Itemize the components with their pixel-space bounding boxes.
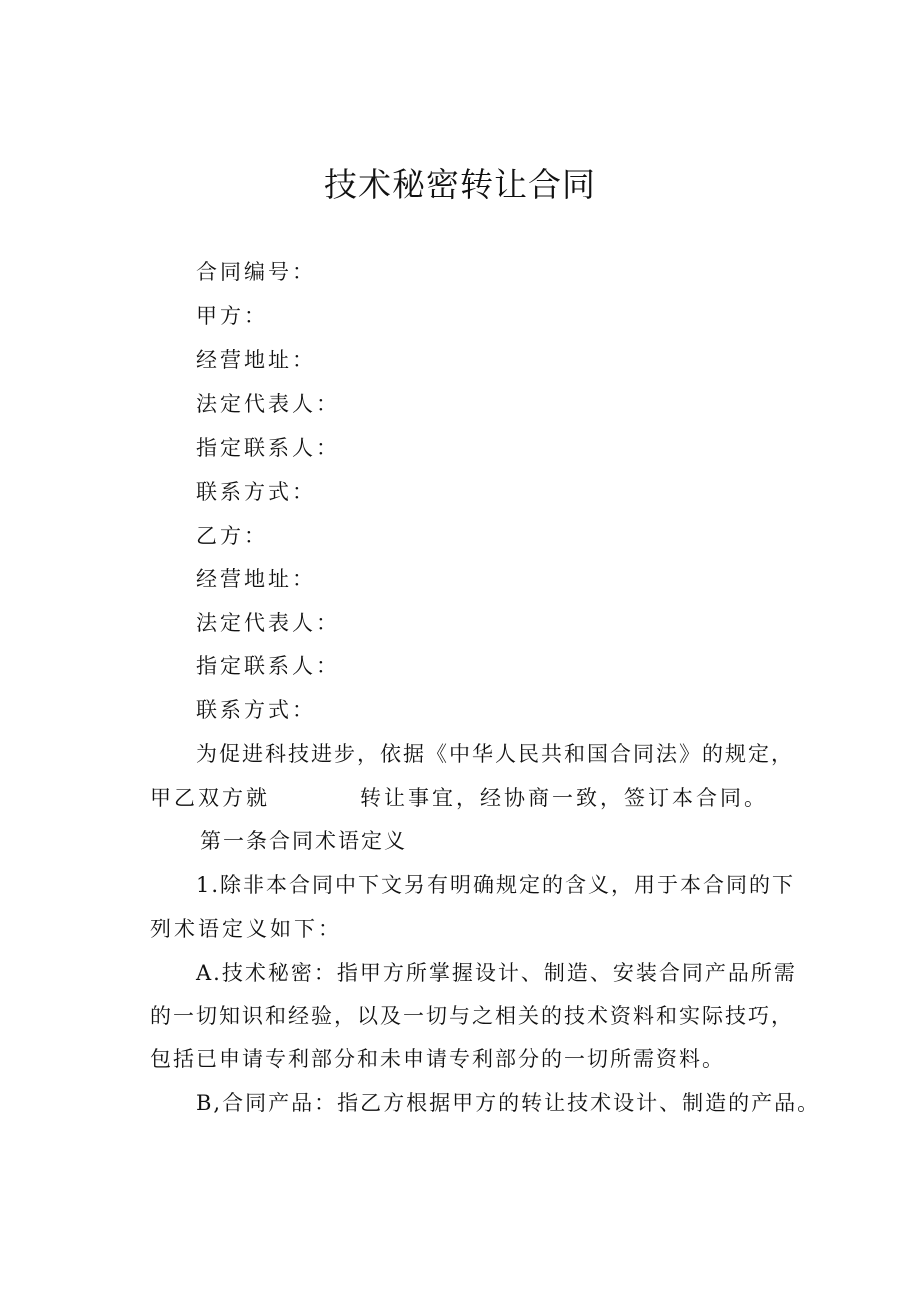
field-party-a-address: 经营地址： bbox=[196, 348, 316, 372]
field-party-b-contact-info: 联系方式： bbox=[196, 698, 316, 722]
field-party-b-contact-person: 指定联系人： bbox=[196, 654, 340, 678]
intro-line-1: 为促进科技进步，依据《中华人民共和国合同法》的规定， bbox=[196, 742, 794, 766]
intro-line-2-start: 甲乙双方就 bbox=[150, 786, 270, 810]
definition-a-line-2: 的一切知识和经验，以及一切与之相关的技术资料和实际技巧， bbox=[150, 1004, 794, 1028]
field-party-b-legal-rep: 法定代表人： bbox=[196, 611, 340, 635]
definition-b-line-1: B,合同产品：指乙方根据甲方的转让技术设计、制造的产品。 bbox=[196, 1091, 821, 1115]
field-party-b: 乙方： bbox=[196, 524, 268, 548]
field-party-a-contact-person: 指定联系人： bbox=[196, 436, 340, 460]
article-1-heading: 第一条合同术语定义 bbox=[200, 829, 407, 853]
clause-1-line-1: 1.除非本合同中下文另有明确规定的含义，用于本合同的下 bbox=[196, 873, 796, 897]
intro-line-2-end: 转让事宜，经协商一致，签订本合同。 bbox=[360, 786, 768, 810]
field-contract-number: 合同编号： bbox=[196, 260, 316, 284]
document-title: 技术秘密转让合同 bbox=[324, 165, 596, 204]
definition-a-line-1: A.技术秘密：指甲方所掌握设计、制造、安装合同产品所需 bbox=[196, 961, 797, 985]
field-party-a-legal-rep: 法定代表人： bbox=[196, 392, 340, 416]
definition-a-line-3: 包括已申请专利部分和未申请专利部分的一切所需资料。 bbox=[150, 1047, 725, 1071]
field-party-a: 甲方： bbox=[196, 304, 268, 328]
clause-1-line-2: 列术语定义如下： bbox=[150, 917, 342, 941]
field-party-b-address: 经营地址： bbox=[196, 567, 316, 591]
field-party-a-contact-info: 联系方式： bbox=[196, 480, 316, 504]
